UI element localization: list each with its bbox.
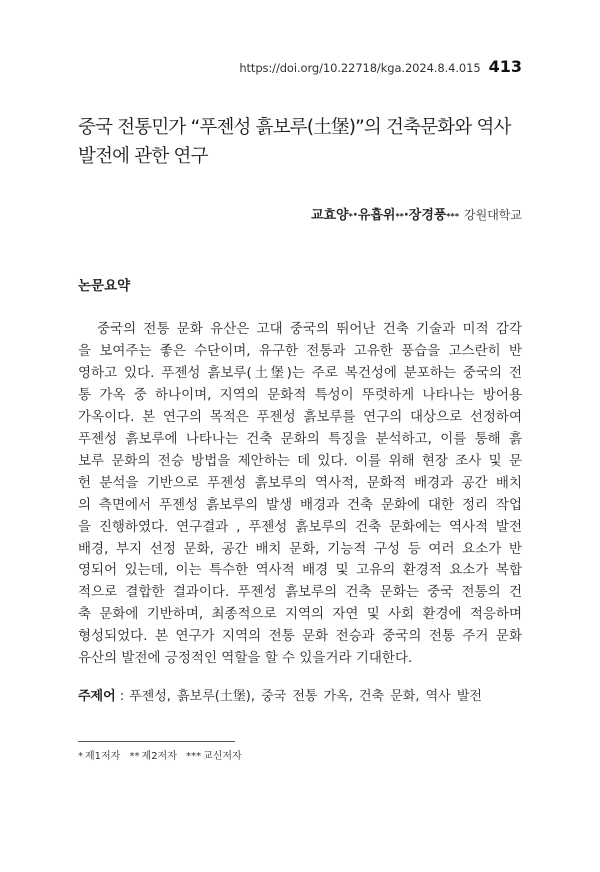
author-name: 장경풍: [408, 208, 447, 223]
footnote-text: 제1저자: [85, 751, 121, 762]
abstract-line: 헌 분석을 기반으로 푸젠성 흙보루의 역사적, 문화적 배경과 공간 배치: [78, 474, 522, 491]
author-separator: ·: [352, 208, 358, 223]
author-mark: *: [348, 212, 353, 221]
footnote: [78, 750, 248, 764]
author-mark: ***: [446, 212, 460, 221]
author-line: [78, 204, 522, 222]
keywords: [78, 687, 522, 707]
footnote-mark: *: [78, 751, 83, 762]
footnote-divider: [78, 741, 235, 742]
author-name: 유흡위: [357, 208, 396, 223]
abstract-line: 푸젠성 흙보루에 나타나는 건축 문화의 특징을 분석하고, 이를 통해 흙: [78, 430, 522, 447]
footnote-item: [130, 751, 177, 762]
abstract-line: 보루 문화의 전승 방법을 제안하는 데 있다. 이를 위해 현장 조사 및 문: [78, 452, 522, 469]
keywords-colon: :: [119, 689, 125, 704]
abstract-line: 형성되었다. 본 연구가 지역의 전통 문화 전승과 중국의 전통 주거 문화: [78, 628, 522, 645]
abstract-line: 의 측면에서 푸젠성 흙보루의 발생 배경과 건축 문화에 대한 정리 작업: [78, 496, 522, 513]
abstract-line: 을 진행하였다. 연구결과 , 푸젠성 흙보루의 건축 문화에는 역사적 발전: [78, 518, 522, 535]
abstract-line: 축 문화에 기반하며, 최종적으로 지역의 자연 및 사회 환경에 적응하며: [78, 606, 522, 623]
footnote-mark: ***: [186, 751, 202, 762]
abstract-line: 배경, 부지 선정 문화, 공간 배치 문화, 기능적 구성 등 여러 요소가 반: [78, 540, 522, 557]
abstract-line: 적으로 결합한 결과이다. 푸젠성 흙보루의 건축 문화는 중국 전통의 건: [78, 584, 522, 601]
author-name: 교효양: [310, 208, 349, 223]
abstract-line: 중국의 전통 문화 유산은 고대 중국의 뛰어난 건축 기술과 미적 감각: [97, 321, 522, 337]
footnote-item: [186, 751, 242, 762]
title-line: 중국 전통민가 “푸젠성 흙보루(土堡)”의 건축문화와 역사: [78, 117, 511, 138]
abstract-line: 통 가옥 중 하나이며, 지역의 문화적 특성이 뚜렷하게 나타나는 방어용: [78, 386, 522, 403]
author-mark: **: [395, 212, 404, 221]
abstract-line: 영하고 있다. 푸젠성 흙보루(土堡)는 주로 복건성에 분포하는 중국의 전: [78, 364, 522, 381]
title-line: 발전에 관한 연구: [78, 146, 208, 167]
abstract-line: 영되어 있는데, 이는 특수한 역사적 배경 및 고유의 환경적 요소가 복합: [78, 562, 522, 579]
footnote-text: 교신저자: [203, 751, 242, 762]
keywords-label: 주제어: [78, 689, 116, 704]
footnote-text: 제2저자: [141, 751, 177, 762]
abstract-line: 을 보여주는 좋은 수단이며, 유구한 전통과 고유한 풍습을 고스란히 반: [78, 342, 522, 359]
affiliation: 강원대학교: [464, 208, 522, 222]
doi-link[interactable]: https://doi.org/10.22718/kga.2024.8.4.015: [239, 61, 481, 75]
abstract-line: 가옥이다. 본 연구의 목적은 푸젠성 흙보루를 연구의 대상으로 선정하여: [78, 408, 522, 425]
page-header: [78, 57, 522, 77]
footnote-item: [78, 751, 120, 762]
footnote-mark: **: [129, 751, 140, 762]
paper-title: [78, 113, 522, 171]
author-separator: ·: [403, 208, 409, 223]
abstract-heading: 논문요약: [78, 278, 131, 294]
page-number: 413: [488, 57, 522, 76]
abstract-line: 유산의 발전에 긍정적인 역할을 할 수 있을거라 기대한다.: [78, 650, 413, 667]
abstract-body: [78, 319, 522, 670]
keywords-value: 푸젠성, 흙보루(土堡), 중국 전통 가옥, 건축 문화, 역사 발전: [129, 689, 482, 704]
